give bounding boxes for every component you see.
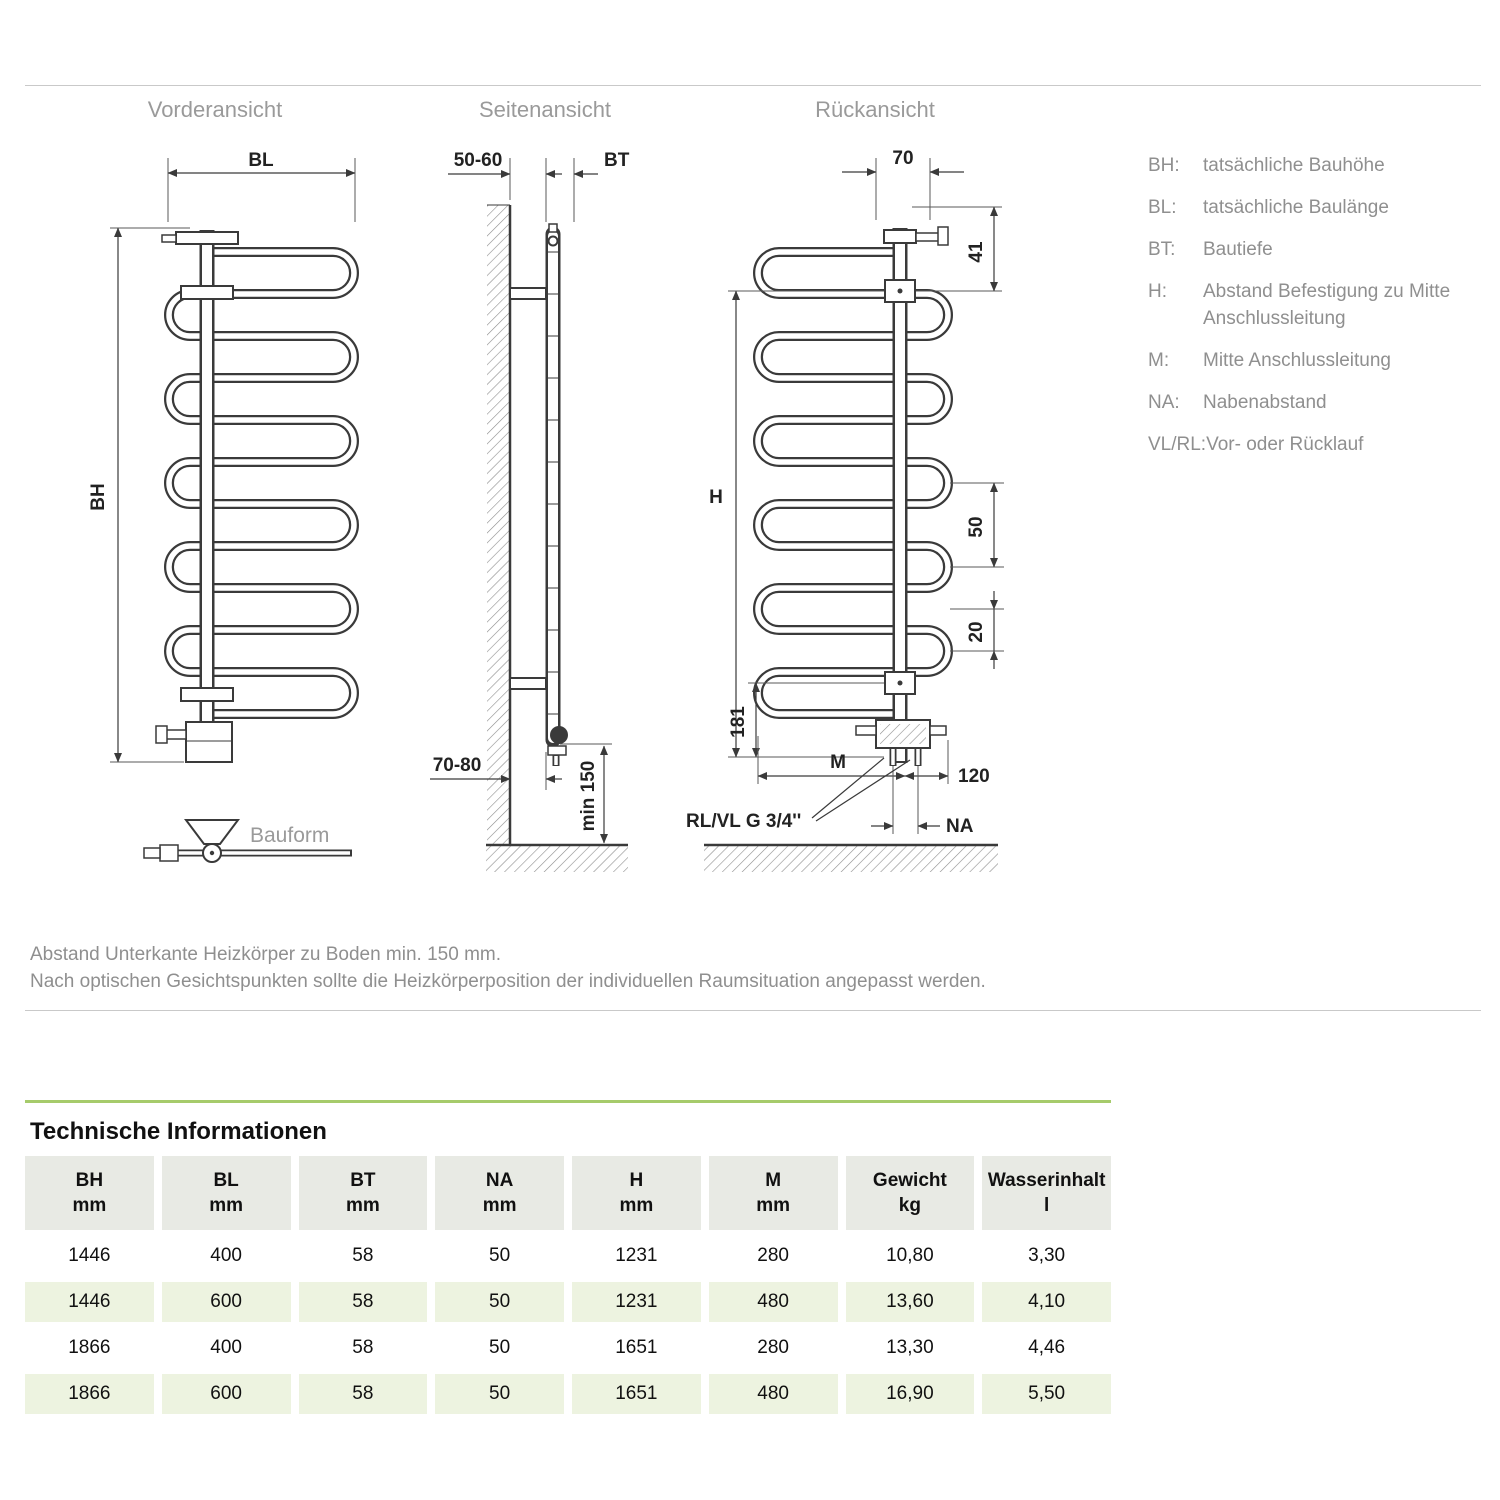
col-header-wasserinhalt [982, 1156, 1111, 1230]
note-line-2: Nach optischen Gesichtspunkten sollte die Heizkörperposition der individuellen Raumsituation angepasst werden. [30, 971, 986, 992]
legend-item-h [1148, 278, 1468, 332]
table-cell: 280 [757, 1337, 789, 1358]
legend-item-bl [1148, 194, 1468, 221]
col-unit: mm [72, 1195, 107, 1216]
table-cell: 58 [299, 1374, 428, 1414]
table-cell: 50 [435, 1374, 564, 1414]
legend-text: Mitte Anschlussleitung [1203, 350, 1391, 371]
mounting-bracket [181, 688, 233, 701]
mounting-bracket [181, 286, 233, 299]
legend-abbr: VL/RL: [1148, 434, 1207, 455]
dimension-70 [842, 148, 964, 220]
dim-label-20: 20 [966, 621, 987, 643]
dim-label-70: 70 [892, 148, 914, 169]
floor-section-side [486, 845, 628, 872]
col-label: BL [213, 1170, 239, 1191]
floor-section-rear [704, 845, 998, 872]
col-header-h [572, 1156, 701, 1230]
table-cell: 3,30 [1028, 1245, 1066, 1266]
floor-hatch [704, 846, 998, 872]
wall-section [487, 205, 510, 845]
table-cell: 13,30 [886, 1337, 934, 1358]
middle-divider [25, 1010, 1481, 1011]
legend-item-vlrl [1148, 431, 1468, 458]
legend-text: Vor- oder Rücklauf [1206, 434, 1364, 455]
table-cell: 13,60 [846, 1282, 975, 1322]
legend-abbr: BL: [1148, 197, 1177, 218]
legend-abbr: BH: [1148, 155, 1180, 176]
col-header-bt [299, 1156, 428, 1230]
dim-label-120: 120 [958, 766, 990, 787]
legend-abbr: NA: [1148, 392, 1180, 413]
floor-hatch [486, 846, 628, 872]
wall-bracket [510, 678, 546, 689]
table-title: Technische Informationen [30, 1118, 327, 1145]
abbreviation-legend [1148, 152, 1468, 473]
table-cell: 280 [757, 1245, 789, 1266]
table-cell: 1446 [68, 1245, 111, 1266]
col-label: Wasserinhalt [987, 1170, 1106, 1191]
dimension-min-150 [560, 744, 612, 843]
valve-block [186, 722, 232, 762]
table-cell: 5,50 [982, 1374, 1111, 1414]
legend-item-na [1148, 389, 1468, 416]
radiator-coil-front [169, 252, 354, 714]
dim-label-181: 181 [728, 706, 749, 738]
col-unit: mm [209, 1195, 244, 1216]
dim-label-41: 41 [966, 241, 987, 263]
col-unit: l [1043, 1195, 1050, 1216]
valve-knob [550, 726, 568, 744]
installation-notes [30, 941, 986, 995]
dim-label-bh: BH [88, 483, 109, 511]
legend-text: Abstand Befestigung zu Mitte Anschlussleitung [1203, 281, 1451, 329]
table-cell: 1651 [572, 1374, 701, 1414]
table-cell: 10,80 [886, 1245, 934, 1266]
table-cell: 1231 [615, 1245, 658, 1266]
col-label: BH [75, 1170, 104, 1191]
col-label: H [629, 1170, 644, 1191]
table-cell: 50 [489, 1245, 511, 1266]
col-header-bl [162, 1156, 291, 1230]
col-header-gewicht [846, 1156, 975, 1230]
legend-abbr: H: [1148, 281, 1167, 302]
dim-label-m: M [830, 752, 846, 773]
dimension-41 [912, 207, 1002, 291]
side-view-title: Seitenansicht [478, 97, 612, 122]
green-accent-rule [25, 1100, 1111, 1103]
legend-item-bt [1148, 236, 1468, 263]
rear-view-drawing [686, 148, 1004, 872]
mounting-bracket [885, 280, 915, 302]
legend-text: Bautiefe [1203, 239, 1273, 260]
legend-text: tatsächliche Bauhöhe [1203, 155, 1385, 176]
dim-label-h: H [709, 487, 723, 508]
table-cell: 50 [435, 1282, 564, 1322]
col-header-na [435, 1156, 564, 1230]
dimension-h [709, 291, 884, 757]
rear-view-title: Rückansicht [815, 97, 935, 122]
dim-label-bl: BL [248, 150, 274, 171]
dimension-50 [950, 483, 1004, 567]
mounting-bracket [885, 672, 915, 694]
table-cell: 1231 [572, 1282, 701, 1322]
dim-label-wall-gap: 50-60 [453, 150, 503, 171]
legend-text: Nabenabstand [1203, 392, 1327, 413]
col-unit: mm [619, 1195, 654, 1216]
dim-label-na: NA [946, 816, 974, 837]
table-cell: 400 [210, 1337, 242, 1358]
table-cell: 58 [352, 1245, 374, 1266]
dim-label-50: 50 [966, 516, 987, 538]
col-label: M [765, 1170, 782, 1191]
bauform-label: Bauform [250, 824, 330, 847]
table-cell: 600 [162, 1282, 291, 1322]
table-cell: 480 [709, 1374, 838, 1414]
table-cell: 480 [709, 1282, 838, 1322]
bauform-drawing [144, 820, 352, 862]
legend-item-m [1148, 347, 1468, 374]
table-cell: 4,10 [982, 1282, 1111, 1322]
col-unit: mm [756, 1195, 791, 1216]
dimension-wall-gap [448, 150, 630, 222]
table-cell: 58 [299, 1282, 428, 1322]
legend-abbr: M: [1148, 350, 1170, 371]
valve-block [856, 720, 946, 748]
table-cell: 16,90 [846, 1374, 975, 1414]
dim-label-floor-gap: 70-80 [432, 755, 482, 776]
table-cell: 1866 [25, 1374, 154, 1414]
dimension-20 [950, 591, 1004, 669]
dim-label-bt: BT [604, 150, 630, 171]
technical-drawing [0, 0, 1120, 900]
col-unit: kg [898, 1195, 921, 1216]
table-cell: 58 [352, 1337, 374, 1358]
col-label: NA [485, 1170, 514, 1191]
table-cell: 4,46 [1028, 1337, 1066, 1358]
rlvl-annotation [686, 758, 910, 832]
table-cell: 1446 [25, 1282, 154, 1322]
note-line-1: Abstand Unterkante Heizkörper zu Boden min. 150 mm. [30, 944, 502, 965]
dimension-bl [168, 150, 355, 222]
col-header-m [709, 1156, 838, 1230]
legend-text: tatsächliche Baulänge [1203, 197, 1389, 218]
front-view-drawing [88, 150, 355, 862]
table-cell: 600 [162, 1374, 291, 1414]
col-unit: mm [482, 1195, 517, 1216]
legend-abbr: BT: [1148, 239, 1176, 260]
side-view-drawing [430, 150, 630, 872]
dim-label-min-150: min 150 [578, 760, 599, 832]
col-label: BT [350, 1170, 376, 1191]
table-cell: 400 [210, 1245, 242, 1266]
col-header-bh [25, 1156, 154, 1230]
table-cell: 50 [489, 1337, 511, 1358]
wall-bracket [510, 288, 546, 299]
table-cell: 1651 [615, 1337, 658, 1358]
legend-item-bh [1148, 152, 1468, 179]
wall-hatch [487, 205, 510, 845]
funnel-shape [186, 820, 238, 844]
dim-label-rlvl: RL/VL G 3/4'' [686, 811, 802, 832]
table-cell: 1866 [68, 1337, 111, 1358]
front-view-title: Vorderansicht [147, 97, 283, 122]
dimension-181 [728, 683, 884, 757]
radiator-coil-rear [758, 252, 948, 714]
col-label: Gewicht [872, 1170, 947, 1191]
col-unit: mm [345, 1195, 380, 1216]
technical-table [25, 1156, 1111, 1414]
air-vent [549, 224, 557, 232]
radiator-profile [510, 224, 568, 766]
